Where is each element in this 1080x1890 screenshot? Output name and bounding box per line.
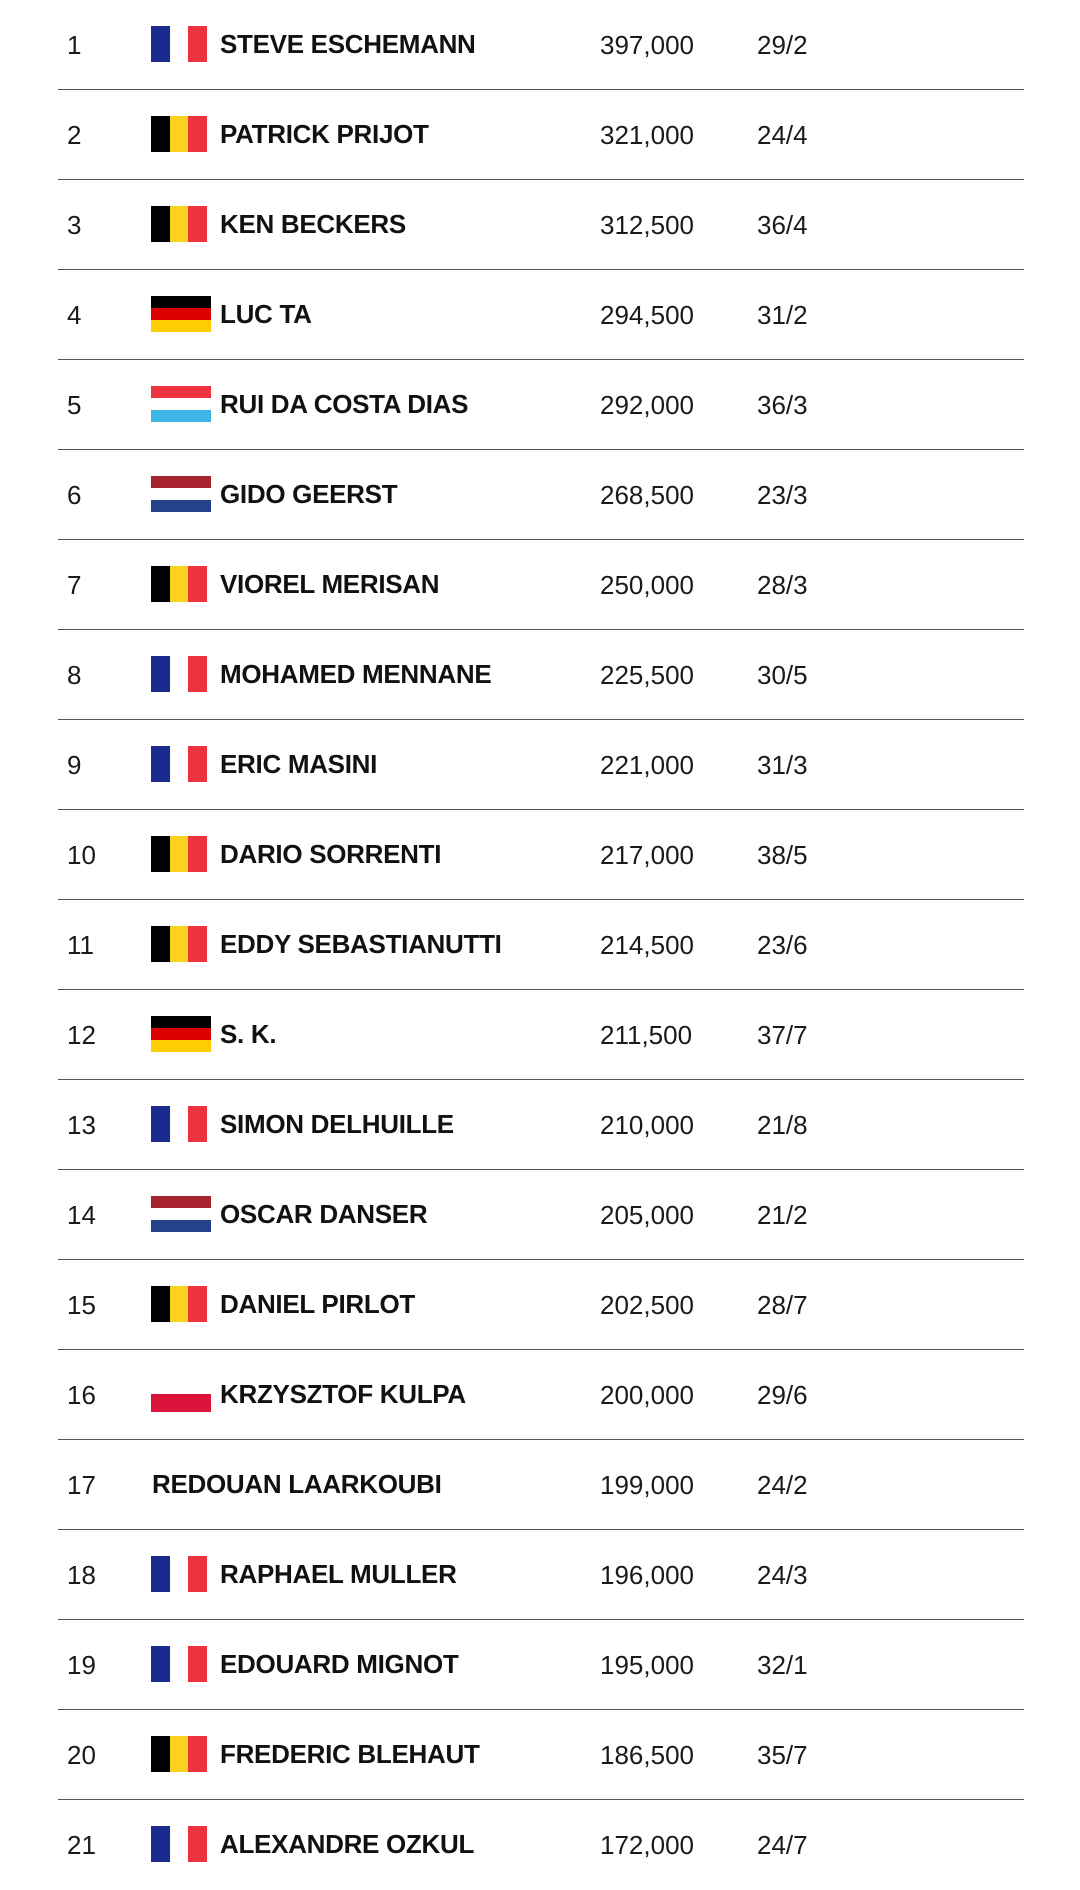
record-value: 38/5: [757, 840, 808, 870]
record-value: 36/4: [757, 210, 808, 240]
rank-number: 15: [67, 1290, 96, 1320]
points-value: 199,000: [600, 1470, 694, 1500]
player-name: VIOREL MERISAN: [220, 569, 440, 599]
points-value: 217,000: [600, 840, 694, 870]
record-value: 21/2: [757, 1200, 808, 1230]
rank-number: 6: [67, 480, 82, 510]
rank-number: 5: [67, 390, 82, 420]
table-row: [0, 1440, 1080, 1530]
rank-number: 8: [67, 660, 82, 690]
record-value: 37/7: [757, 1020, 808, 1050]
player-name: S. K.: [220, 1019, 277, 1049]
rank-number: 1: [67, 30, 82, 60]
table-row: [0, 1710, 1080, 1800]
player-name: REDOUAN LAARKOUBI: [152, 1469, 442, 1499]
table-row: [0, 810, 1080, 900]
table-row: [0, 900, 1080, 990]
player-name: SIMON DELHUILLE: [220, 1109, 454, 1139]
table-row: [0, 270, 1080, 360]
points-value: 292,000: [600, 390, 694, 420]
record-value: 24/3: [757, 1560, 808, 1590]
table-row: [0, 990, 1080, 1080]
rank-number: 12: [67, 1020, 96, 1050]
table-row: [0, 180, 1080, 270]
rank-number: 7: [67, 570, 82, 600]
germany-flag-icon: [151, 1016, 211, 1052]
netherlands-flag-icon: [151, 476, 211, 512]
player-name: RAPHAEL MULLER: [220, 1559, 457, 1589]
poland-flag-icon: [151, 1376, 211, 1412]
rank-number: 11: [67, 930, 94, 960]
points-value: 205,000: [600, 1200, 694, 1230]
table-row: [0, 540, 1080, 630]
rank-number: 10: [67, 840, 96, 870]
player-name: KRZYSZTOF KULPA: [220, 1379, 466, 1409]
rank-number: 2: [67, 120, 82, 150]
table-row: [0, 90, 1080, 180]
belgium-flag-icon: [151, 1286, 207, 1322]
rank-number: 21: [67, 1830, 96, 1860]
player-name: PATRICK PRIJOT: [220, 119, 429, 149]
record-value: 30/5: [757, 660, 808, 690]
record-value: 32/1: [757, 1650, 808, 1680]
points-value: 250,000: [600, 570, 694, 600]
belgium-flag-icon: [151, 1736, 207, 1772]
table-row: [0, 0, 1080, 90]
record-value: 29/6: [757, 1380, 808, 1410]
table-row: [0, 450, 1080, 540]
france-flag-icon: [151, 1556, 207, 1592]
player-name: LUC TA: [220, 299, 312, 329]
points-value: 196,000: [600, 1560, 694, 1590]
record-value: 29/2: [757, 30, 808, 60]
points-value: 294,500: [600, 300, 694, 330]
record-value: 28/7: [757, 1290, 808, 1320]
record-value: 35/7: [757, 1740, 808, 1770]
player-name: EDOUARD MIGNOT: [220, 1649, 459, 1679]
rank-number: 13: [67, 1110, 96, 1140]
france-flag-icon: [151, 26, 207, 62]
player-name: OSCAR DANSER: [220, 1199, 428, 1229]
player-name: RUI DA COSTA DIAS: [220, 389, 469, 419]
table-row: [0, 1260, 1080, 1350]
record-value: 31/2: [757, 300, 808, 330]
points-value: 397,000: [600, 30, 694, 60]
record-value: 31/3: [757, 750, 808, 780]
rank-number: 16: [67, 1380, 96, 1410]
player-name: ERIC MASINI: [220, 749, 378, 779]
points-value: 186,500: [600, 1740, 694, 1770]
player-name: KEN BECKERS: [220, 209, 406, 239]
rank-number: 4: [67, 300, 82, 330]
rank-number: 18: [67, 1560, 96, 1590]
rank-number: 19: [67, 1650, 96, 1680]
points-value: 211,500: [600, 1020, 693, 1050]
points-value: 221,000: [600, 750, 694, 780]
points-value: 225,500: [600, 660, 694, 690]
belgium-flag-icon: [151, 836, 207, 872]
points-value: 195,000: [600, 1650, 694, 1680]
france-flag-icon: [151, 1646, 207, 1682]
points-value: 321,000: [600, 120, 694, 150]
table-row: [0, 1800, 1080, 1890]
player-name: GIDO GEERST: [220, 479, 398, 509]
rank-number: 9: [67, 750, 82, 780]
record-value: 24/2: [757, 1470, 808, 1500]
germany-flag-icon: [151, 296, 211, 332]
france-flag-icon: [151, 656, 207, 692]
belgium-flag-icon: [151, 116, 207, 152]
table-row: [0, 630, 1080, 720]
record-value: 23/6: [757, 930, 808, 960]
table-row: [0, 1530, 1080, 1620]
player-name: FREDERIC BLEHAUT: [220, 1739, 480, 1769]
points-value: 268,500: [600, 480, 694, 510]
luxembourg-flag-icon: [151, 386, 211, 422]
record-value: 36/3: [757, 390, 808, 420]
rank-number: 3: [67, 210, 82, 240]
table-row: [0, 1620, 1080, 1710]
belgium-flag-icon: [151, 206, 207, 242]
player-name: DANIEL PIRLOT: [220, 1289, 415, 1319]
player-name: DARIO SORRENTI: [220, 839, 442, 869]
table-row: [0, 360, 1080, 450]
record-value: 28/3: [757, 570, 808, 600]
record-value: 24/4: [757, 120, 808, 150]
table-row: [0, 1080, 1080, 1170]
points-value: 312,500: [600, 210, 694, 240]
player-name: ALEXANDRE OZKUL: [220, 1829, 475, 1859]
player-name: EDDY SEBASTIANUTTI: [220, 929, 502, 959]
rank-number: 17: [67, 1470, 96, 1500]
record-value: 21/8: [757, 1110, 808, 1140]
table-row: [0, 1350, 1080, 1440]
rank-number: 14: [67, 1200, 96, 1230]
netherlands-flag-icon: [151, 1196, 211, 1232]
belgium-flag-icon: [151, 566, 207, 602]
rank-number: 20: [67, 1740, 96, 1770]
france-flag-icon: [151, 1826, 207, 1862]
points-value: 172,000: [600, 1830, 694, 1860]
belgium-flag-icon: [151, 926, 207, 962]
points-value: 202,500: [600, 1290, 694, 1320]
player-name: MOHAMED MENNANE: [220, 659, 492, 689]
record-value: 24/7: [757, 1830, 808, 1860]
france-flag-icon: [151, 1106, 207, 1142]
points-value: 200,000: [600, 1380, 694, 1410]
table-row: [0, 1170, 1080, 1260]
points-value: 214,500: [600, 930, 694, 960]
france-flag-icon: [151, 746, 207, 782]
player-name: STEVE ESCHEMANN: [220, 29, 476, 59]
record-value: 23/3: [757, 480, 808, 510]
table-row: [0, 720, 1080, 810]
points-value: 210,000: [600, 1110, 694, 1140]
